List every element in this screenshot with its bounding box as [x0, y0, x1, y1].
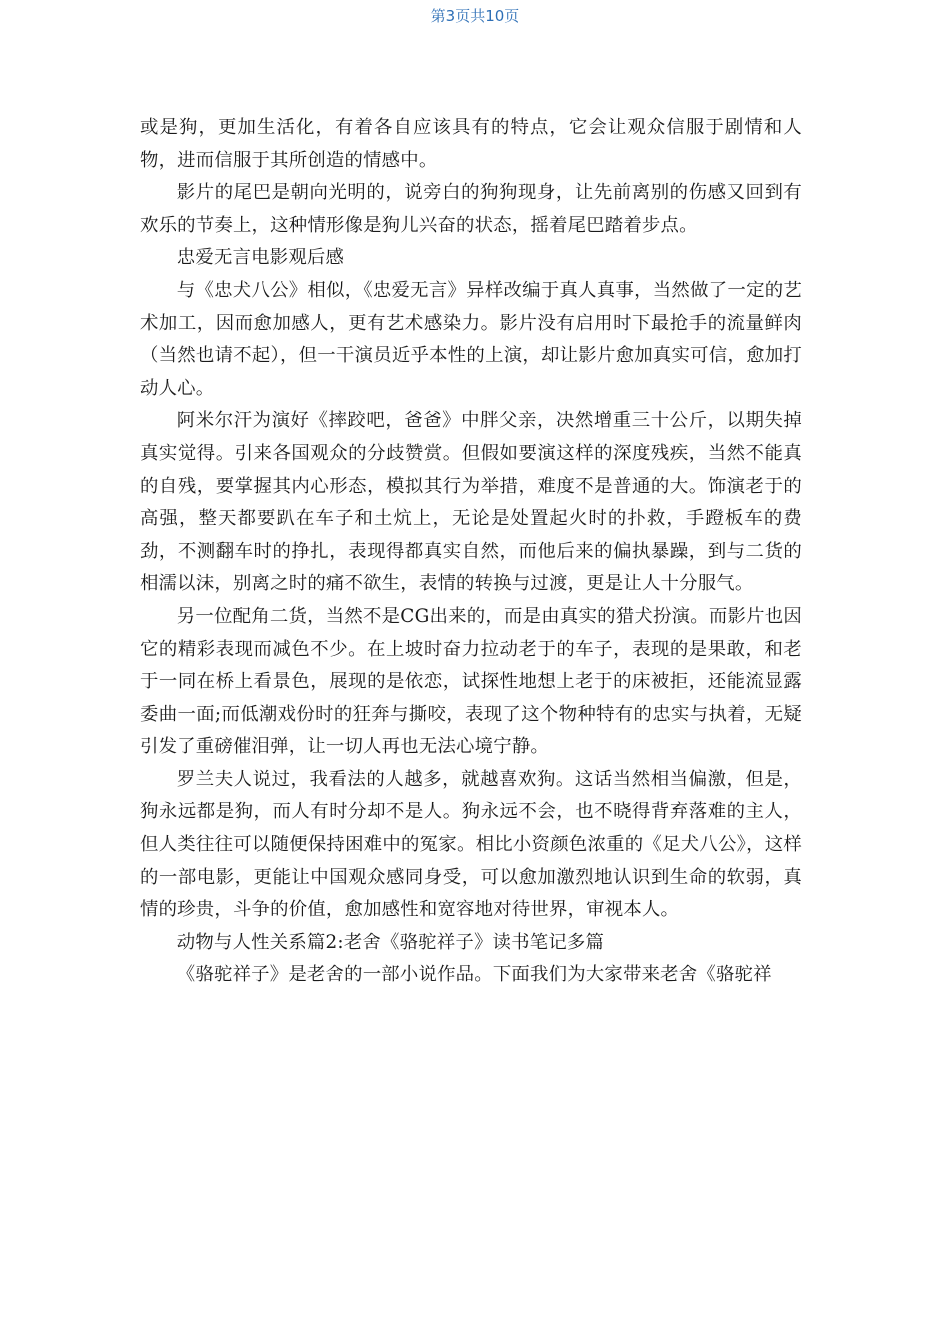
paragraph: 或是狗，更加生活化，有着各自应该具有的特点，它会让观众信服于剧情和人物，进而信服于其所创造的情感中。 [140, 117, 802, 171]
paragraph: 阿米尔汗为演好《摔跤吧，爸爸》中胖父亲，决然增重三十公斤，以期失掉真实觉得。引来各国观众的分歧赞赏。但假如要演这样的深度残疾，当然不能真的自残，要掌握其内心形态，模拟其行为举措，难度不是普通的大。饰演老于的高强，整天都要趴在车子和土炕上，无论是处置起火时的扑救，手蹬板车的费劲，不测翻车时的挣扎，表现得都真实自然，而他后来的偏执暴躁，到与二货的相濡以沫，别离之时的痛不欲生，表情的转换与过渡，更是让人十分服气。 [140, 410, 802, 595]
paragraph: 影片的尾巴是朝向光明的，说旁白的狗狗现身，让先前离别的伤感又回到有欢乐的节奏上，这种情形像是狗儿兴奋的状态，摇着尾巴踏着步点。 [140, 182, 802, 236]
paragraph: 《骆驼祥子》是老舍的一部小说作品。下面我们为大家带来老舍《骆驼祥 [176, 964, 772, 986]
paragraph: 罗兰夫人说过，我看法的人越多，就越喜欢狗。这话当然相当偏激，但是，狗永远都是狗，而人有时分却不是人。狗永远不会，也不晓得背弃落难的主人，但人类往往可以随便保持困难中的冤家。相比小资颜色浓重的《足犬八公》，这样的一部电影，更能让中国观众感同身受，可以愈加激烈地认识到生命的软弱，真情的珍贵，斗争的价值，愈加感性和宽容地对待世界，审视本人。 [140, 768, 802, 921]
document-body [140, 112, 802, 992]
paragraph: 与《忠犬八公》相似，《忠爱无言》异样改编于真人真事，当然做了一定的艺术加工，因而愈加感人，更有艺术感染力。影片没有启用时下最抢手的流量鲜肉（当然也请不起），但一干演员近乎本性的上演，却让影片愈加真实可信，愈加打动人心。 [140, 279, 802, 399]
section-heading: 动物与人性关系篇2:老舍《骆驼祥子》读书笔记多篇 [176, 931, 605, 953]
page-indicator: 第3页共10页 [430, 7, 520, 25]
section-heading: 忠爱无言电影观后感 [176, 247, 345, 269]
paragraph: 另一位配角二货，当然不是CG出来的，而是由真实的猎犬扮演。而影片也因它的精彩表现而减色不少。在上坡时奋力拉动老于的车子，表现的是果敢，和老于一同在桥上看景色，展现的是依恋，试探性地想上老于的床被拒，还能流显露委曲一面;而低潮戏份时的狂奔与撕咬，表现了这个物种特有的忠实与执着，无疑引发了重磅催泪弹，让一切人再也无法心境宁静。 [140, 605, 802, 758]
